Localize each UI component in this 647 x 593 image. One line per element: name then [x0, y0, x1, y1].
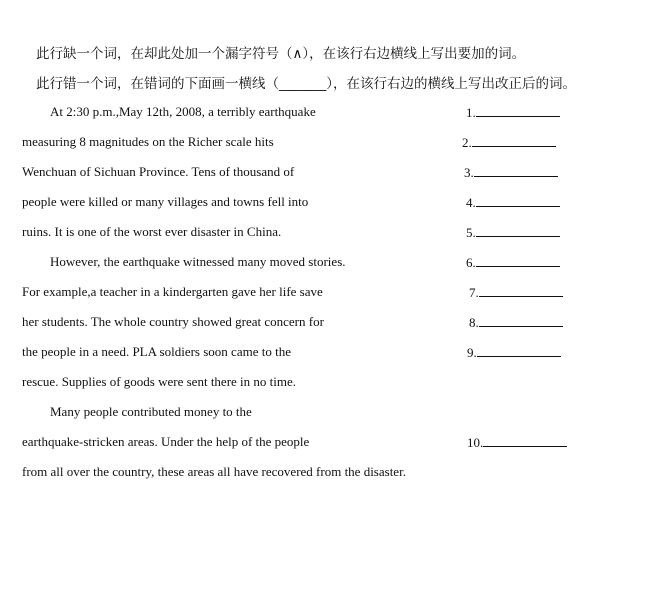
passage-line-11: Many people contributed money to the: [50, 404, 252, 419]
passage-line-6: However, the earthquake witnessed many moved stories.: [50, 254, 346, 269]
answer-item-7: [469, 284, 563, 301]
instruction-line-2: 此行错一个词，在错词的下面画一横线（_______），在该行右边的横线上写出改正后的词。: [36, 76, 576, 92]
answer-blank[interactable]: [479, 314, 563, 327]
answer-number: 7.: [469, 285, 479, 300]
answer-number: 4.: [466, 195, 476, 210]
passage-line-9: the people in a need. PLA soldiers soon came to the: [22, 344, 291, 359]
instruction-line-1: 此行缺一个词，在却此处加一个漏字符号（∧），在该行右边横线上写出要加的词。: [36, 46, 526, 62]
answer-blank[interactable]: [479, 284, 563, 297]
answer-number: 5.: [466, 225, 476, 240]
answer-number: 9.: [467, 345, 477, 360]
passage-line-10: rescue. Supplies of goods were sent there in no time.: [22, 374, 297, 389]
answer-item-6: [466, 254, 560, 271]
passage-line-8: her students. The whole country showed great concern for: [22, 314, 324, 329]
passage-line-2: measuring 8 magnitudes on the Richer scale hits: [22, 134, 274, 149]
answer-item-10: [467, 434, 567, 451]
passage-line-4: people were killed or many villages and towns fell into: [22, 194, 309, 209]
answer-number: 8.: [469, 315, 479, 330]
passage-line-7: For example,a teacher in a kindergarten gave her life save: [22, 284, 323, 299]
passage-line-5: ruins. It is one of the worst ever disaster in China.: [22, 224, 282, 239]
passage-line-3: Wenchuan of Sichuan Province. Tens of thousand of: [22, 164, 295, 179]
passage-line-12: earthquake-stricken areas. Under the help of the people: [22, 434, 310, 449]
answer-blank[interactable]: [477, 344, 561, 357]
answer-item-2: [462, 134, 556, 151]
answer-number: 2.: [462, 135, 472, 150]
answer-number: 6.: [466, 255, 476, 270]
answer-blank[interactable]: [476, 104, 560, 117]
answer-item-3: [464, 164, 558, 181]
answer-item-8: [469, 314, 563, 331]
answer-blank[interactable]: [474, 164, 558, 177]
answer-number: 3.: [464, 165, 474, 180]
answer-item-9: [467, 344, 561, 361]
answer-item-4: [466, 194, 560, 211]
answer-item-5: [466, 224, 560, 241]
answer-item-1: [466, 104, 560, 121]
answer-number: 1.: [466, 105, 476, 120]
answer-blank[interactable]: [476, 194, 560, 207]
answer-blank[interactable]: [476, 224, 560, 237]
answer-number: 10.: [467, 435, 484, 450]
passage-line-13: from all over the country, these areas all have recovered from the disaster.: [22, 464, 406, 479]
answer-blank[interactable]: [476, 254, 560, 267]
answer-blank[interactable]: [483, 434, 567, 447]
answer-blank[interactable]: [472, 134, 556, 147]
passage-line-1: At 2:30 p.m.,May 12th, 2008, a terribly earthquake: [50, 104, 316, 119]
